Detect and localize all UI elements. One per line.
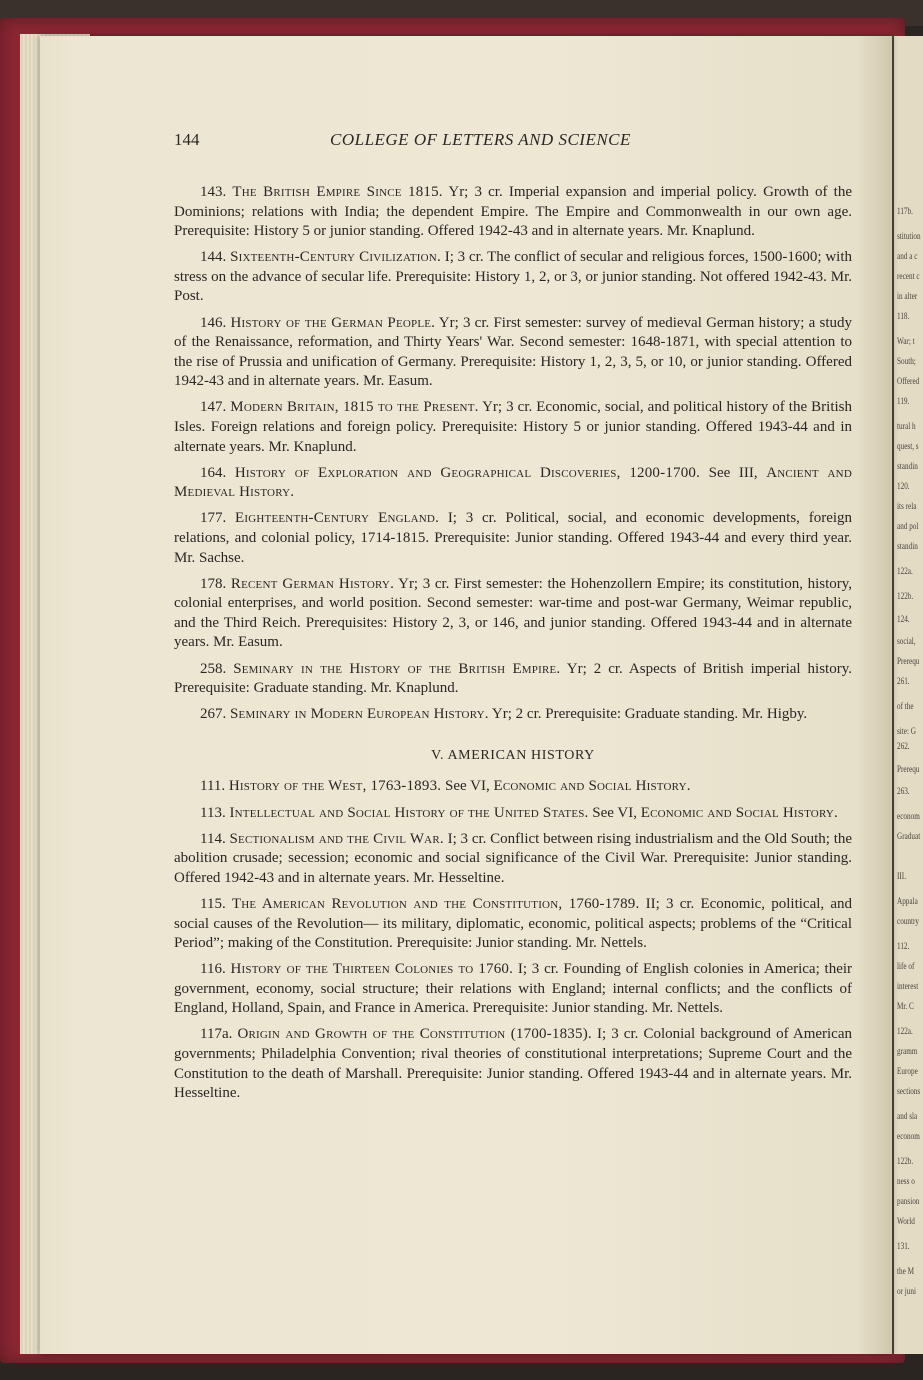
course-entry (174, 960, 852, 1019)
facing-page-text: 261. (897, 676, 910, 686)
facing-page-text: stitution (897, 231, 921, 241)
course-description: I; 3 cr. Conflict between rising industrialism and the Old South; the abolition crusade; secession; economic and social significance of the Civil War. Prerequisite: Junior standing. Offered 1942-43 and in alternate years. Mr. Hesseltine. (174, 830, 853, 886)
course-description: I; 3 cr. Founding of English colonies in America; their government, economy, social structure; their relations with England; internal conflicts; and the conflicts of England, Holland, Spain, and France in America. Prerequisite: Junior standing. Mr. Nettels. (174, 961, 853, 1017)
course-title: History of the German People. (230, 314, 436, 331)
facing-page-text: 262. (897, 741, 910, 751)
course-number: 267. (200, 706, 227, 723)
course-title: Seminary in the History of the British Empire. (233, 660, 561, 677)
facing-page-text: the M (897, 1266, 914, 1276)
facing-page-text: Mr. C (897, 1001, 914, 1011)
facing-page-text: site: G (897, 726, 916, 736)
facing-page-text: in alter (897, 291, 918, 301)
course-entry (174, 660, 852, 699)
facing-page-text: World (897, 1216, 915, 1226)
facing-page-text: standin (897, 461, 918, 471)
facing-page-text: of the (897, 701, 914, 711)
course-description: Yr; 3 cr. Imperial expansion and imperial policy. Growth of the Dominions; relations with India; the dependent Empire. The Empire and Commonwealth in our own age. Prerequisite: History 5 or junior standing. Offered 1942-43 and in alternate years. Mr. Knaplund. (174, 184, 852, 240)
course-description: See III, (708, 464, 758, 481)
course-title: Recent German History. (230, 575, 395, 592)
course-title: Intellectual and Social History of the United States. (229, 804, 589, 821)
facing-page-text: sections (897, 1086, 921, 1096)
facing-page-text: 120. (897, 481, 910, 491)
course-title: Origin and Growth of the Constitution (1700-1835). (237, 1026, 592, 1043)
facing-page-text: econom (897, 1131, 920, 1141)
cross-reference: Economic and Social History. (640, 804, 838, 821)
course-number: 258. (200, 660, 227, 677)
facing-page-text: Appala (897, 896, 918, 906)
course-title: Sixteenth-Century Civilization. (230, 249, 441, 266)
course-entry (174, 248, 852, 307)
facing-page-text: III. (897, 871, 906, 881)
facing-page-text: econom (897, 811, 920, 821)
facing-page-text: 122a. (897, 566, 913, 576)
facing-page-text: Offered (897, 376, 920, 386)
facing-page-text: and sla (897, 1111, 918, 1121)
course-number: 147. (200, 399, 227, 416)
facing-page-text: 119. (897, 396, 910, 406)
course-description: I; 3 cr. The conflict of secular and religious forces, 1500-1600; with stress on the advance of secular life. Prerequisite: History 1, 2, or 3, or junior standing. Not offered 1942-43. Mr. Post. (174, 249, 852, 305)
facing-page-text: life of (897, 961, 915, 971)
course-title: History of the Thirteen Colonies to 1760. (230, 961, 514, 978)
course-number: 164. (200, 464, 227, 481)
course-description: I; 3 cr. Political, social, and economic developments, foreign relations, and colonial policy, 1714-1815. Prerequisite: Junior standing. Offered 1943-44 and every third year. Mr. Sachse. (174, 510, 853, 566)
course-number: 177. (200, 510, 227, 527)
facing-page-fragment (894, 36, 923, 1354)
facing-page-text: standin (897, 541, 918, 551)
cross-reference: Ancient and Medieval History. (174, 464, 852, 501)
facing-page-text: 112. (897, 941, 910, 951)
course-description: Yr; 2 cr. Prerequisite: Graduate standing. Mr. Higby. (491, 706, 808, 723)
facing-page-text: 122b. (897, 1156, 914, 1166)
facing-page-text: 124. (897, 614, 910, 624)
course-description: Yr; 2 cr. Aspects of British imperial history. Prerequisite: Graduate standing. Mr. Knaplund. (174, 660, 852, 697)
facing-page-text: Europe (897, 1066, 918, 1076)
course-entry (174, 705, 852, 725)
course-description: See VI, (592, 804, 637, 821)
facing-page-text: ness o (897, 1176, 915, 1186)
facing-page-text: 263. (897, 786, 910, 796)
facing-page-text: 118. (897, 311, 910, 321)
course-entry (174, 1025, 852, 1103)
course-description: Yr; 3 cr. Economic, social, and political history of the British Isles. Foreign relations and foreign policy. Prerequisite: History 5 or junior standing. Offered 1943-44 and in alternate years. Mr. Knaplund. (174, 399, 853, 455)
running-head: COLLEGE OF LETTERS AND SCIENCE (330, 130, 631, 149)
facing-page-text: gramm (897, 1046, 918, 1056)
facing-page-text: country (897, 916, 919, 926)
facing-page-text: its rela (897, 501, 917, 511)
course-description: See VI, (444, 778, 490, 795)
course-description: Yr; 3 cr. First semester: survey of medieval German history; a study of the Renaissance, reformation, and Thirty Years' War. Second semester: 1648-1871, with special attention to the rise of Prussia and unification of Germany. Prerequisite: History 1, 2, 3, 5, or 10, or junior standing. Offered 1942-43 and in alternate years. Mr. Easum. (174, 314, 852, 390)
course-title: The British Empire Since 1815. (232, 184, 443, 200)
course-number: 116. (200, 961, 226, 978)
course-entry (174, 804, 852, 824)
course-title: The American Revolution and the Constitution, 1760-1789. (231, 895, 640, 912)
course-listing (174, 183, 852, 1110)
facing-page-text: quest, s (897, 441, 919, 451)
course-title: Modern Britain, 1815 to the Present. (230, 399, 479, 416)
course-description: II; 3 cr. Economic, political, and social causes of the Revolution— its military, diplomatic, economic, political aspects; problems of the “Critical Period”; making of the Constitution. Prerequisite: Junior standing. Mr. Nettels. (174, 895, 853, 952)
course-number: 113. (200, 804, 226, 821)
section-heading: V. AMERICAN HISTORY (431, 747, 595, 763)
facing-page-text: interest (897, 981, 919, 991)
facing-page-text: or juni (897, 1286, 916, 1296)
facing-page-text: 122b. (897, 591, 914, 601)
facing-page-text: social, (897, 636, 916, 646)
page-number: 144 (174, 130, 200, 149)
course-description: Yr; 3 cr. First semester: the Hohenzollern Empire; its constitution, history, colonial enterprises, and world position. Second semester: war-time and post-war Germany, Weimar republic, and the Third Reich. Prerequisites: History 2, 3, or 146, and junior standing. Offered 1943-44 and in alternate years. Mr. Easum. (174, 575, 853, 651)
course-number: 143. (200, 184, 227, 200)
course-title: History of Exploration and Geographical Discoveries, 1200-1700. (234, 464, 701, 481)
course-number: 114. (200, 830, 226, 847)
course-title: Sectionalism and the Civil War. (229, 830, 444, 847)
course-entry (174, 398, 852, 457)
facing-page-text: 131. (897, 1241, 910, 1251)
facing-page-text: Prerequ (897, 764, 920, 774)
facing-page-text: South; (897, 356, 916, 366)
course-entry (174, 777, 852, 797)
course-number: 115. (200, 895, 226, 912)
facing-page-text: 122a. (897, 1026, 913, 1036)
course-number: 144. (200, 249, 227, 266)
course-number: 178. (200, 575, 227, 592)
course-number: 117a. (200, 1026, 233, 1043)
course-description: I; 3 cr. Colonial background of American governments; Philadelphia Convention; rival theories of constitutional interpretations; Supreme Court and the Constitution to the death of Marshall. Prerequisite: Junior standing. Offered 1943-44 and in alternate years. Mr. Hesseltine. (174, 1026, 852, 1102)
page-header (174, 130, 854, 154)
course-entry (174, 895, 852, 954)
facing-page-text: Prerequ (897, 656, 920, 666)
course-entry (174, 830, 852, 889)
course-title: History of the West, 1763-1893. (228, 778, 442, 795)
course-entry (174, 575, 852, 653)
course-entry (174, 314, 852, 392)
course-entry (174, 464, 852, 503)
facing-page-text: and pol (897, 521, 919, 531)
course-entry (174, 183, 852, 242)
american-history-entries (174, 777, 852, 1103)
course-number: 146. (200, 314, 227, 331)
facing-page-text: War; t (897, 336, 915, 346)
facing-page-text: recent c (897, 271, 920, 281)
facing-page-text: Graduat (897, 831, 921, 841)
cross-reference: Economic and Social History. (493, 778, 691, 795)
course-title: Eighteenth-Century England. (235, 510, 440, 527)
course-number: 111. (200, 778, 226, 795)
facing-page-text: 117b. (897, 206, 913, 216)
european-history-entries (174, 183, 852, 725)
facing-page-text: pansion (897, 1196, 920, 1206)
facing-page-text: tural h (897, 421, 916, 431)
facing-page-text: and a c (897, 251, 918, 261)
course-entry (174, 509, 852, 568)
course-title: Seminary in Modern European History. (230, 706, 489, 723)
